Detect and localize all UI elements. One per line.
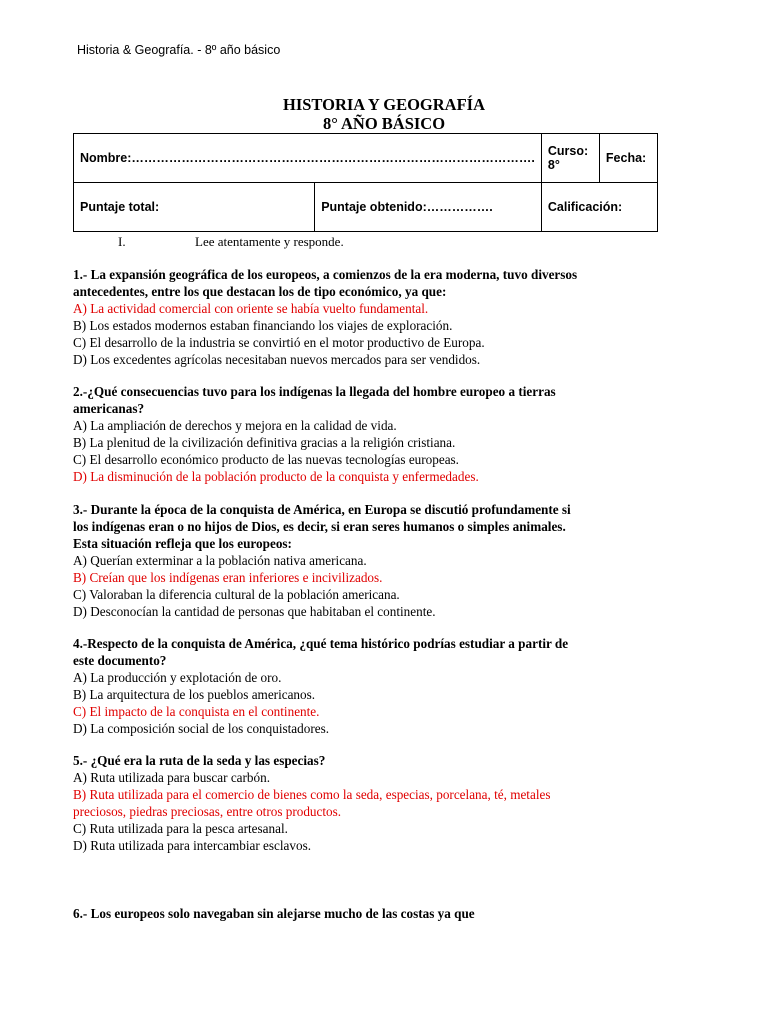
answer-option-c: C) El desarrollo económico producto de las nuevas tecnologías europeas. xyxy=(73,452,459,467)
question-stem: antecedentes, entre los que destacan los de tipo económico, ya que: xyxy=(73,284,447,299)
answer-option-b: B) La plenitud de la civilización definitiva gracias a la religión cristiana. xyxy=(73,435,456,450)
instruction-number: I. xyxy=(118,234,126,249)
question-stem: americanas? xyxy=(73,401,145,416)
answer-option-b: B) Los estados modernos estaban financiando los viajes de exploración. xyxy=(73,318,453,333)
question-5 xyxy=(73,752,673,854)
answer-option-a: A) Ruta utilizada para buscar carbón. xyxy=(73,770,270,785)
answer-option-a: A) La ampliación de derechos y mejora en la calidad de vida. xyxy=(73,418,397,433)
answer-option-d: D) Ruta utilizada para intercambiar esclavos. xyxy=(73,838,312,853)
question-6 xyxy=(73,905,673,922)
answer-option-c: C) El impacto de la conquista en el continente. xyxy=(73,704,320,719)
document-title: HISTORIA Y GEOGRAFÍA xyxy=(282,95,485,114)
question-stem: Esta situación refleja que los europeos: xyxy=(73,536,292,551)
answer-option-a: A) La actividad comercial con oriente se había vuelto fundamental. xyxy=(73,301,429,316)
answer-option-c: C) El desarrollo de la industria se convirtió en el motor productivo de Europa. xyxy=(73,335,485,350)
page-header: Historia & Geografía. - 8º año básico xyxy=(77,43,281,57)
question-4 xyxy=(73,635,673,737)
question-3 xyxy=(73,501,673,620)
instruction xyxy=(118,234,344,250)
answer-option-b: B) Ruta utilizada para el comercio de bienes como la seda, especias, porcelana, té, metales xyxy=(73,787,551,802)
answer-option-c: C) Valoraban la diferencia cultural de la población americana. xyxy=(73,587,400,602)
question-2 xyxy=(73,383,673,485)
obtained-score-field: Puntaje obtenido:……………. xyxy=(315,183,542,232)
answer-option-b: B) La arquitectura de los pueblos americanos. xyxy=(73,687,316,702)
question-stem: 4.-Respecto de la conquista de América, ¿qué tema histórico podrías estudiar a partir de xyxy=(73,636,569,651)
answer-option-d: D) Los excedentes agrícolas necesitaban nuevos mercados para ser vendidos. xyxy=(73,352,481,367)
question-1 xyxy=(73,266,673,368)
name-field: Nombre:……………………………………………………………………………………. xyxy=(74,134,542,183)
grade-field: Calificación: xyxy=(541,183,657,232)
answer-option-d: D) La disminución de la población producto de la conquista y enfermedades. xyxy=(73,469,479,484)
total-score-field: Puntaje total: xyxy=(74,183,315,232)
instruction-text: Lee atentamente y responde. xyxy=(195,234,344,249)
answer-option-b-continued: preciosos, piedras preciosas, entre otros productos. xyxy=(73,804,342,819)
date-field: Fecha: xyxy=(599,134,657,183)
question-stem: este documento? xyxy=(73,653,167,668)
question-stem: 6.- Los europeos solo navegaban sin alejarse mucho de las costas ya que xyxy=(73,906,475,921)
answer-option-c: C) Ruta utilizada para la pesca artesanal. xyxy=(73,821,288,836)
answer-option-a: A) La producción y explotación de oro. xyxy=(73,670,282,685)
student-info-table xyxy=(73,133,658,232)
document-subtitle: 8° AÑO BÁSICO xyxy=(322,114,446,133)
question-stem: 3.- Durante la época de la conquista de América, en Europa se discutió profundamente si xyxy=(73,502,571,517)
course-field: Curso: 8° xyxy=(541,134,599,183)
question-stem: 5.- ¿Qué era la ruta de la seda y las especias? xyxy=(73,753,326,768)
question-stem: 1.- La expansión geográfica de los europeos, a comienzos de la era moderna, tuvo diversos xyxy=(73,267,578,282)
question-stem: los indígenas eran o no hijos de Dios, es decir, si eran seres humanos o simples animales. xyxy=(73,519,566,534)
answer-option-d: D) La composición social de los conquistadores. xyxy=(73,721,329,736)
answer-option-a: A) Querían exterminar a la población nativa americana. xyxy=(73,553,367,568)
answer-option-b: B) Creían que los indígenas eran inferiores e incivilizados. xyxy=(73,570,383,585)
question-stem: 2.-¿Qué consecuencias tuvo para los indígenas la llegada del hombre europeo a tierras xyxy=(73,384,556,399)
answer-option-d: D) Desconocían la cantidad de personas que habitaban el continente. xyxy=(73,604,436,619)
